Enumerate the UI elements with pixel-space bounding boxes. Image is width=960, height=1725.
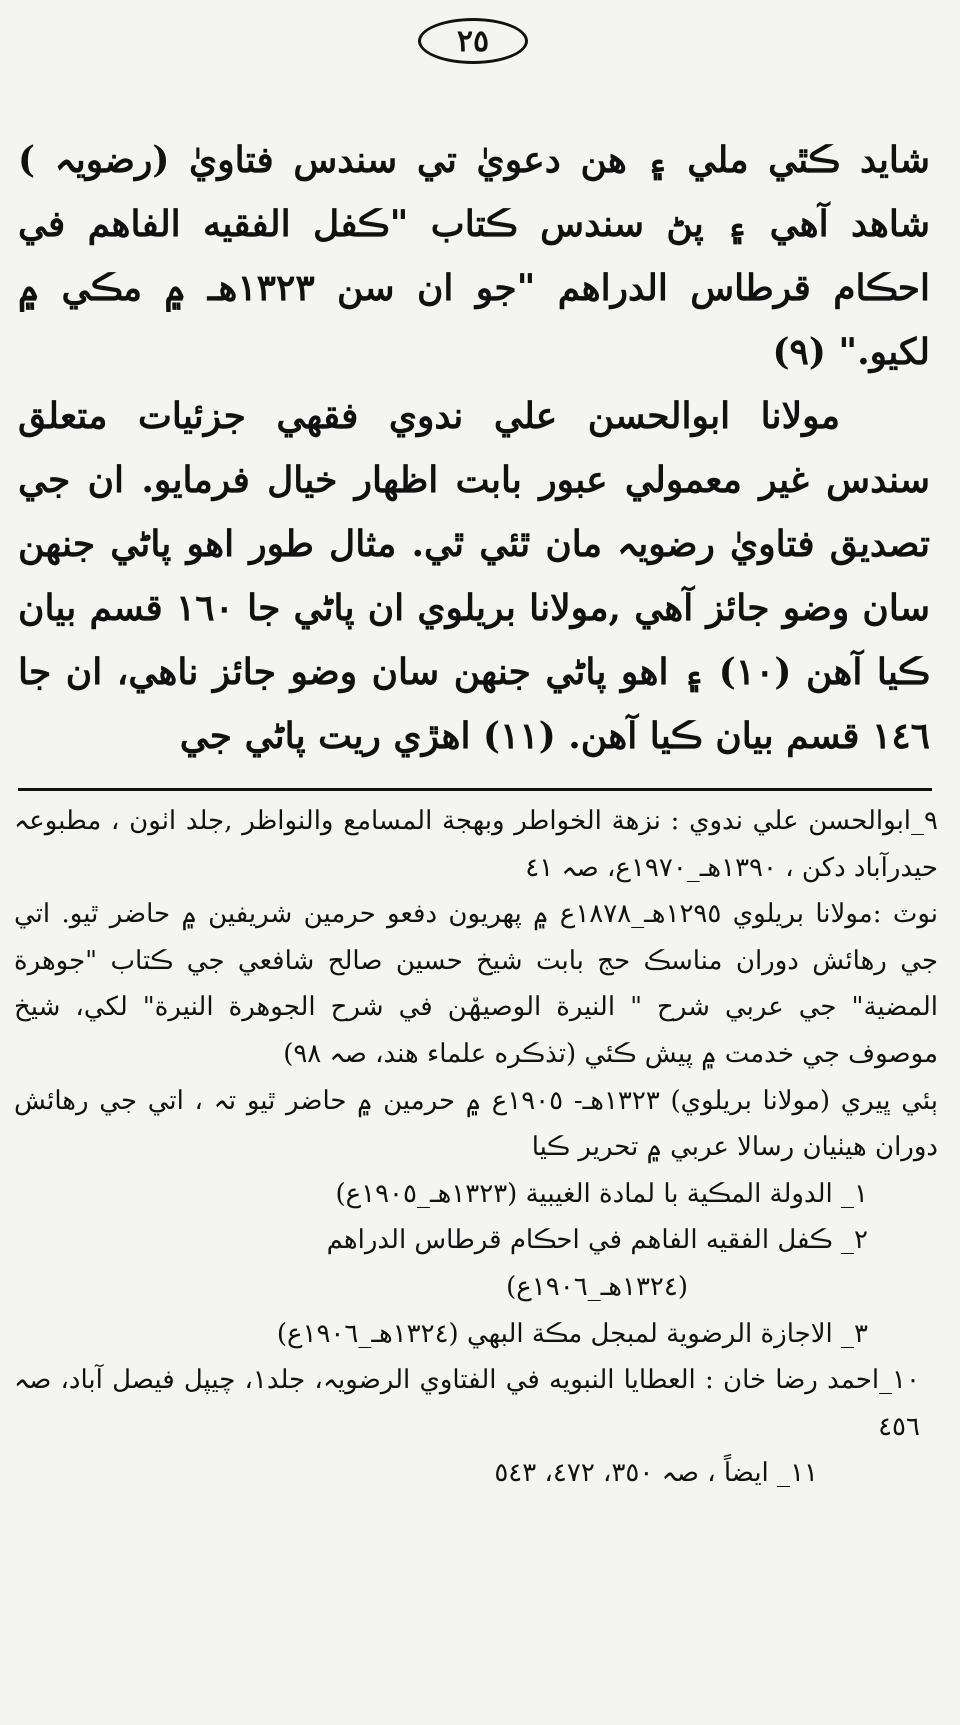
footnote-divider xyxy=(18,788,932,791)
treatise-list-item: ٢_ ڪفل الفقيه الفاهم في احڪام قرطاس الدراهم xyxy=(326,1225,868,1256)
page-number: ٢٥ xyxy=(418,18,528,64)
footnotes xyxy=(14,798,938,1497)
footnote-10: ١٠_احمد رضا خان : العطايا النبويه في الفتاوي الرضويہ، جلد١، چيپل فيصل آباد، صہ ٤٥٦ xyxy=(14,1365,920,1442)
paragraph: شايد ڪٿي ملي ۽ هن دعويٰ تي سندس فتاويٰ (رضويہ ) شاهد آهي ۽ پڻ سندس ڪتاب "ڪفل الفقيه الفاهم في احڪام قرطاس الدراهم "جو ان سن ١٣٢٣هـ ۾ مڪي ۾ لکيو." (٩) xyxy=(18,139,930,373)
treatise-list-item: ١_ الدولة المڪية با لمادة الغيبية (١٣٢٣هـ_١٩٠٥ع) xyxy=(335,1178,868,1209)
footnote-note-first-visit: نوٽ :مولانا بريلوي ١٢٩٥هـ_١٨٧٨ع ۾ پهريون دفعو حرمين شريفين ۾ حاضر ٿيو. اتي جي رهائش دوران مناسڪ حج بابت شيخ حسين صالح شافعي جي ڪتاب "جوهرة المضية" جي عربي شرح " النيرة الوصيه٘ن في شرح الجوهرة النيرة" لکي، شيخ موصوف جي خدمت ۾ پيش ڪئي (تذڪره علماء هند، صہ ٩٨) xyxy=(14,899,938,1069)
treatise-list-item: ٣_ الاجازة الرضوية لمبجل مڪة البهي (١٣٢٤هـ_١٩٠٦ع) xyxy=(276,1318,868,1349)
footnote-11: ١١_ ايضاً ، صہ ٣٥٠، ٤٧٢، ٥٤٣ xyxy=(494,1458,818,1489)
paragraph: مولانا ابوالحسن علي ندوي فقهي جزئيات متعلق سندس غير معمولي عبور بابت اظهار خيال فرمايو. ان جي تصديق فتاويٰ رضويہ مان ٿئي ٿي. مثال طور اهو پاڻي جنهن سان وضو جائز آهي ,مولانا بريلوي ان پاڻي جا ١٦٠ قسم بيان ڪيا آهن (١٠) ۽ اهو پاڻي جنهن سان وضو جائز ناهي، ان جا ١٤٦ قسم بيان ڪيا آهن. (١١) اهڙي ريت پاڻي جي xyxy=(18,395,930,757)
treatise-list-item-continuation: (١٣٢٤هـ_١٩٠٦ع) xyxy=(506,1271,688,1302)
footnote-9: ٩_ابوالحسن علي ندوي : نزهة الخواطر وبهجة المسامع والنواظر ,جلد اٺون ، مطبوعہ حيدرآباد دکن ، ١٣٩٠هـ_١٩٧٠ع، صہ ٤١ xyxy=(14,806,938,883)
footnote-note-second-visit: ٻئي ڀيري (مولانا بريلوي) ١٣٢٣هـ- ١٩٠٥ع ۾ حرمين ۾ حاضر ٿيو تہ ، اتي جي رهائش دوران هيٺيان رسالا عربي ۾ تحرير ڪيا xyxy=(14,1085,938,1163)
main-text xyxy=(18,128,930,768)
